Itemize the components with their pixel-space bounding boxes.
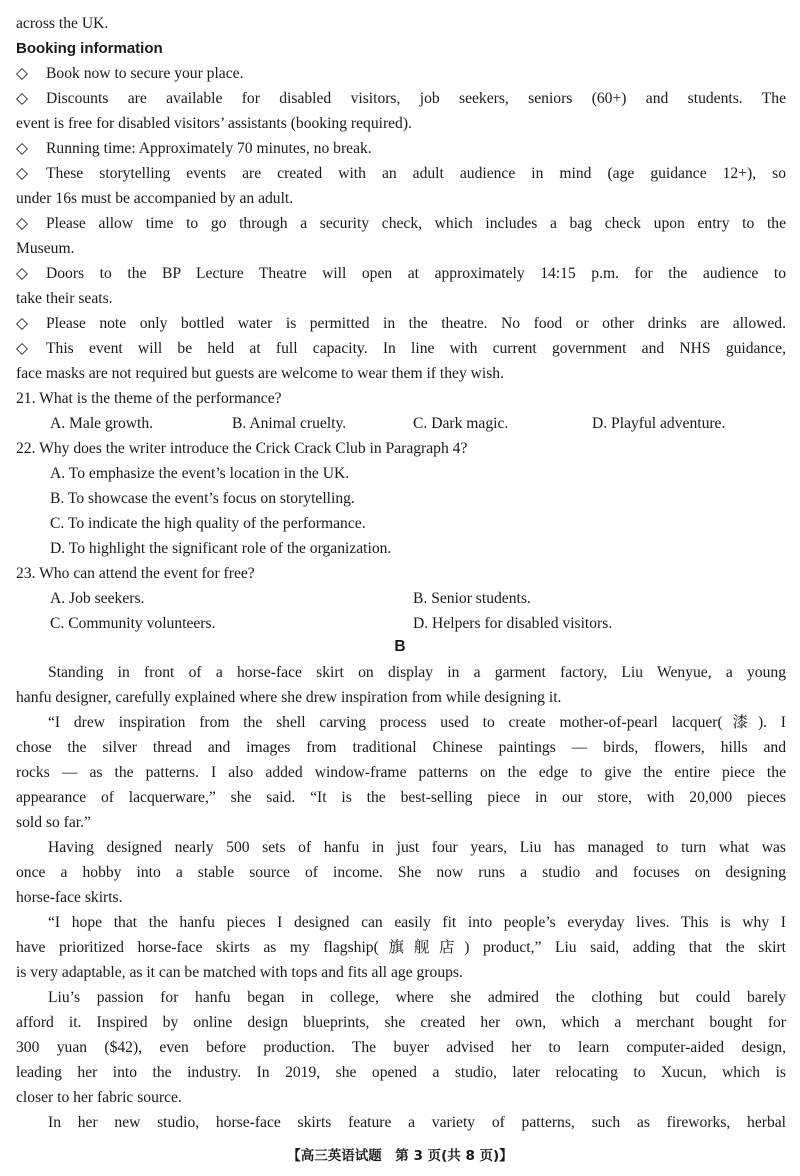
diamond-bullet-icon: ◇ (16, 140, 28, 157)
q23-option-c: C. Community volunteers. (50, 615, 216, 632)
bullet-6-cont: take their seats. (16, 290, 113, 307)
b-para-2-line-3: rocks — as the patterns. I also added window-frame patterns on the edge to give the entire piece the (16, 764, 786, 781)
bullet-5: ◇ Please allow time to go through a security check, which includes a bag check upon entry to the (16, 215, 786, 232)
question-22-stem: 22. Why does the writer introduce the Crick Crack Club in Paragraph 4? (16, 440, 468, 457)
b-para-2-line-2: chose the silver thread and images from traditional Chinese paintings — birds, flowers, hills and (16, 739, 786, 756)
q23-option-a: A. Job seekers. (50, 590, 145, 607)
b-para-5-line-4: leading her into the industry. In 2019, she opened a studio, later relocating to Xucun, which is (16, 1064, 786, 1081)
b-para-2-line-1: “I drew inspiration from the shell carving process used to create mother-of-pearl lacquer(漆). I (48, 714, 786, 731)
intro-tail: across the UK. (16, 15, 109, 32)
b-para-5-line-1: Liu’s passion for hanfu began in college, where she admired the clothing but could barely (48, 989, 786, 1006)
diamond-bullet-icon: ◇ (16, 65, 28, 82)
bullet-1: ◇ Book now to secure your place. (16, 65, 244, 82)
q22-option-d: D. To highlight the significant role of the organization. (50, 540, 392, 557)
q21-option-c: C. Dark magic. (413, 415, 509, 432)
bullet-4: ◇ These storytelling events are created with an adult audience in mind (age guidance 12+), so (16, 165, 786, 182)
page-footer: 【高三英语试题 第 3 页(共 8 页)】 (287, 1148, 513, 1164)
q21-option-b: B. Animal cruelty. (232, 415, 347, 432)
b-para-4-line-1: “I hope that the hanfu pieces I designed can easily fit into people’s everyday lives. This is why I (48, 914, 786, 931)
booking-heading: Booking information (16, 40, 163, 57)
b-para-4-line-2: have prioritized horse-face skirts as my flagship(旗舰店) product,” Liu said, adding that the skirt (16, 939, 786, 956)
b-para-5-line-3: 300 yuan ($42), even before production. The buyer advised her to learn computer-aided design, (16, 1039, 786, 1056)
b-para-4-line-3: is very adaptable, as it can be matched with tops and fits all age groups. (16, 964, 463, 981)
bullet-7: ◇ Please note only bottled water is permitted in the theatre. No food or other drinks are allowed. (16, 315, 786, 332)
diamond-bullet-icon: ◇ (16, 215, 28, 232)
b-para-3-line-3: horse-face skirts. (16, 889, 123, 906)
b-para-6-line-1: In her new studio, horse-face skirts feature a variety of patterns, such as fireworks, herbal (48, 1114, 786, 1131)
b-para-5-line-5: closer to her fabric source. (16, 1089, 182, 1106)
diamond-bullet-icon: ◇ (16, 340, 28, 357)
diamond-bullet-icon: ◇ (16, 265, 28, 282)
diamond-bullet-icon: ◇ (16, 90, 28, 107)
question-23-stem: 23. Who can attend the event for free? (16, 565, 255, 582)
q22-option-c: C. To indicate the high quality of the performance. (50, 515, 366, 532)
q21-option-d: D. Playful adventure. (592, 415, 726, 432)
bullet-4-cont: under 16s must be accompanied by an adult. (16, 190, 294, 207)
bullet-2-cont: event is free for disabled visitors’ assistants (booking required). (16, 115, 412, 132)
q22-option-a: A. To emphasize the event’s location in the UK. (50, 465, 350, 482)
diamond-bullet-icon: ◇ (16, 165, 28, 182)
b-para-2-line-5: sold so far.” (16, 814, 91, 831)
bullet-8-cont: face masks are not required but guests are welcome to wear them if they wish. (16, 365, 504, 382)
b-para-1-line-1: Standing in front of a horse-face skirt on display in a garment factory, Liu Wenyue, a young (48, 664, 786, 681)
bullet-6: ◇ Doors to the BP Lecture Theatre will open at approximately 14:15 p.m. for the audience to (16, 265, 786, 282)
bullet-8: ◇ This event will be held at full capacity. In line with current government and NHS guidance, (16, 340, 786, 357)
section-b-label: B (394, 638, 406, 655)
question-21-stem: 21. What is the theme of the performance? (16, 390, 282, 407)
q23-option-d: D. Helpers for disabled visitors. (413, 615, 613, 632)
bullet-2: ◇ Discounts are available for disabled visitors, job seekers, seniors (60+) and students. The (16, 90, 786, 107)
b-para-1-line-2: hanfu designer, carefully explained where she drew inspiration from while designing it. (16, 689, 562, 706)
q23-option-b: B. Senior students. (413, 590, 531, 607)
b-para-5-line-2: afford it. Inspired by online design blueprints, she created her own, which a merchant bought for (16, 1014, 786, 1031)
q21-option-a: A. Male growth. (50, 415, 154, 432)
bullet-3: ◇ Running time: Approximately 70 minutes, no break. (16, 140, 372, 157)
diamond-bullet-icon: ◇ (16, 315, 28, 332)
q22-option-b: B. To showcase the event’s focus on storytelling. (50, 490, 355, 507)
b-para-3-line-1: Having designed nearly 500 sets of hanfu in just four years, Liu has managed to turn what was (48, 839, 786, 856)
b-para-2-line-4: appearance of lacquerware,” she said. “It is the best-selling piece in our store, with 20,000 pieces (16, 789, 786, 806)
b-para-3-line-2: once a hobby into a stable source of income. She now runs a studio and focuses on designing (16, 864, 786, 881)
bullet-5-cont: Museum. (16, 240, 75, 257)
